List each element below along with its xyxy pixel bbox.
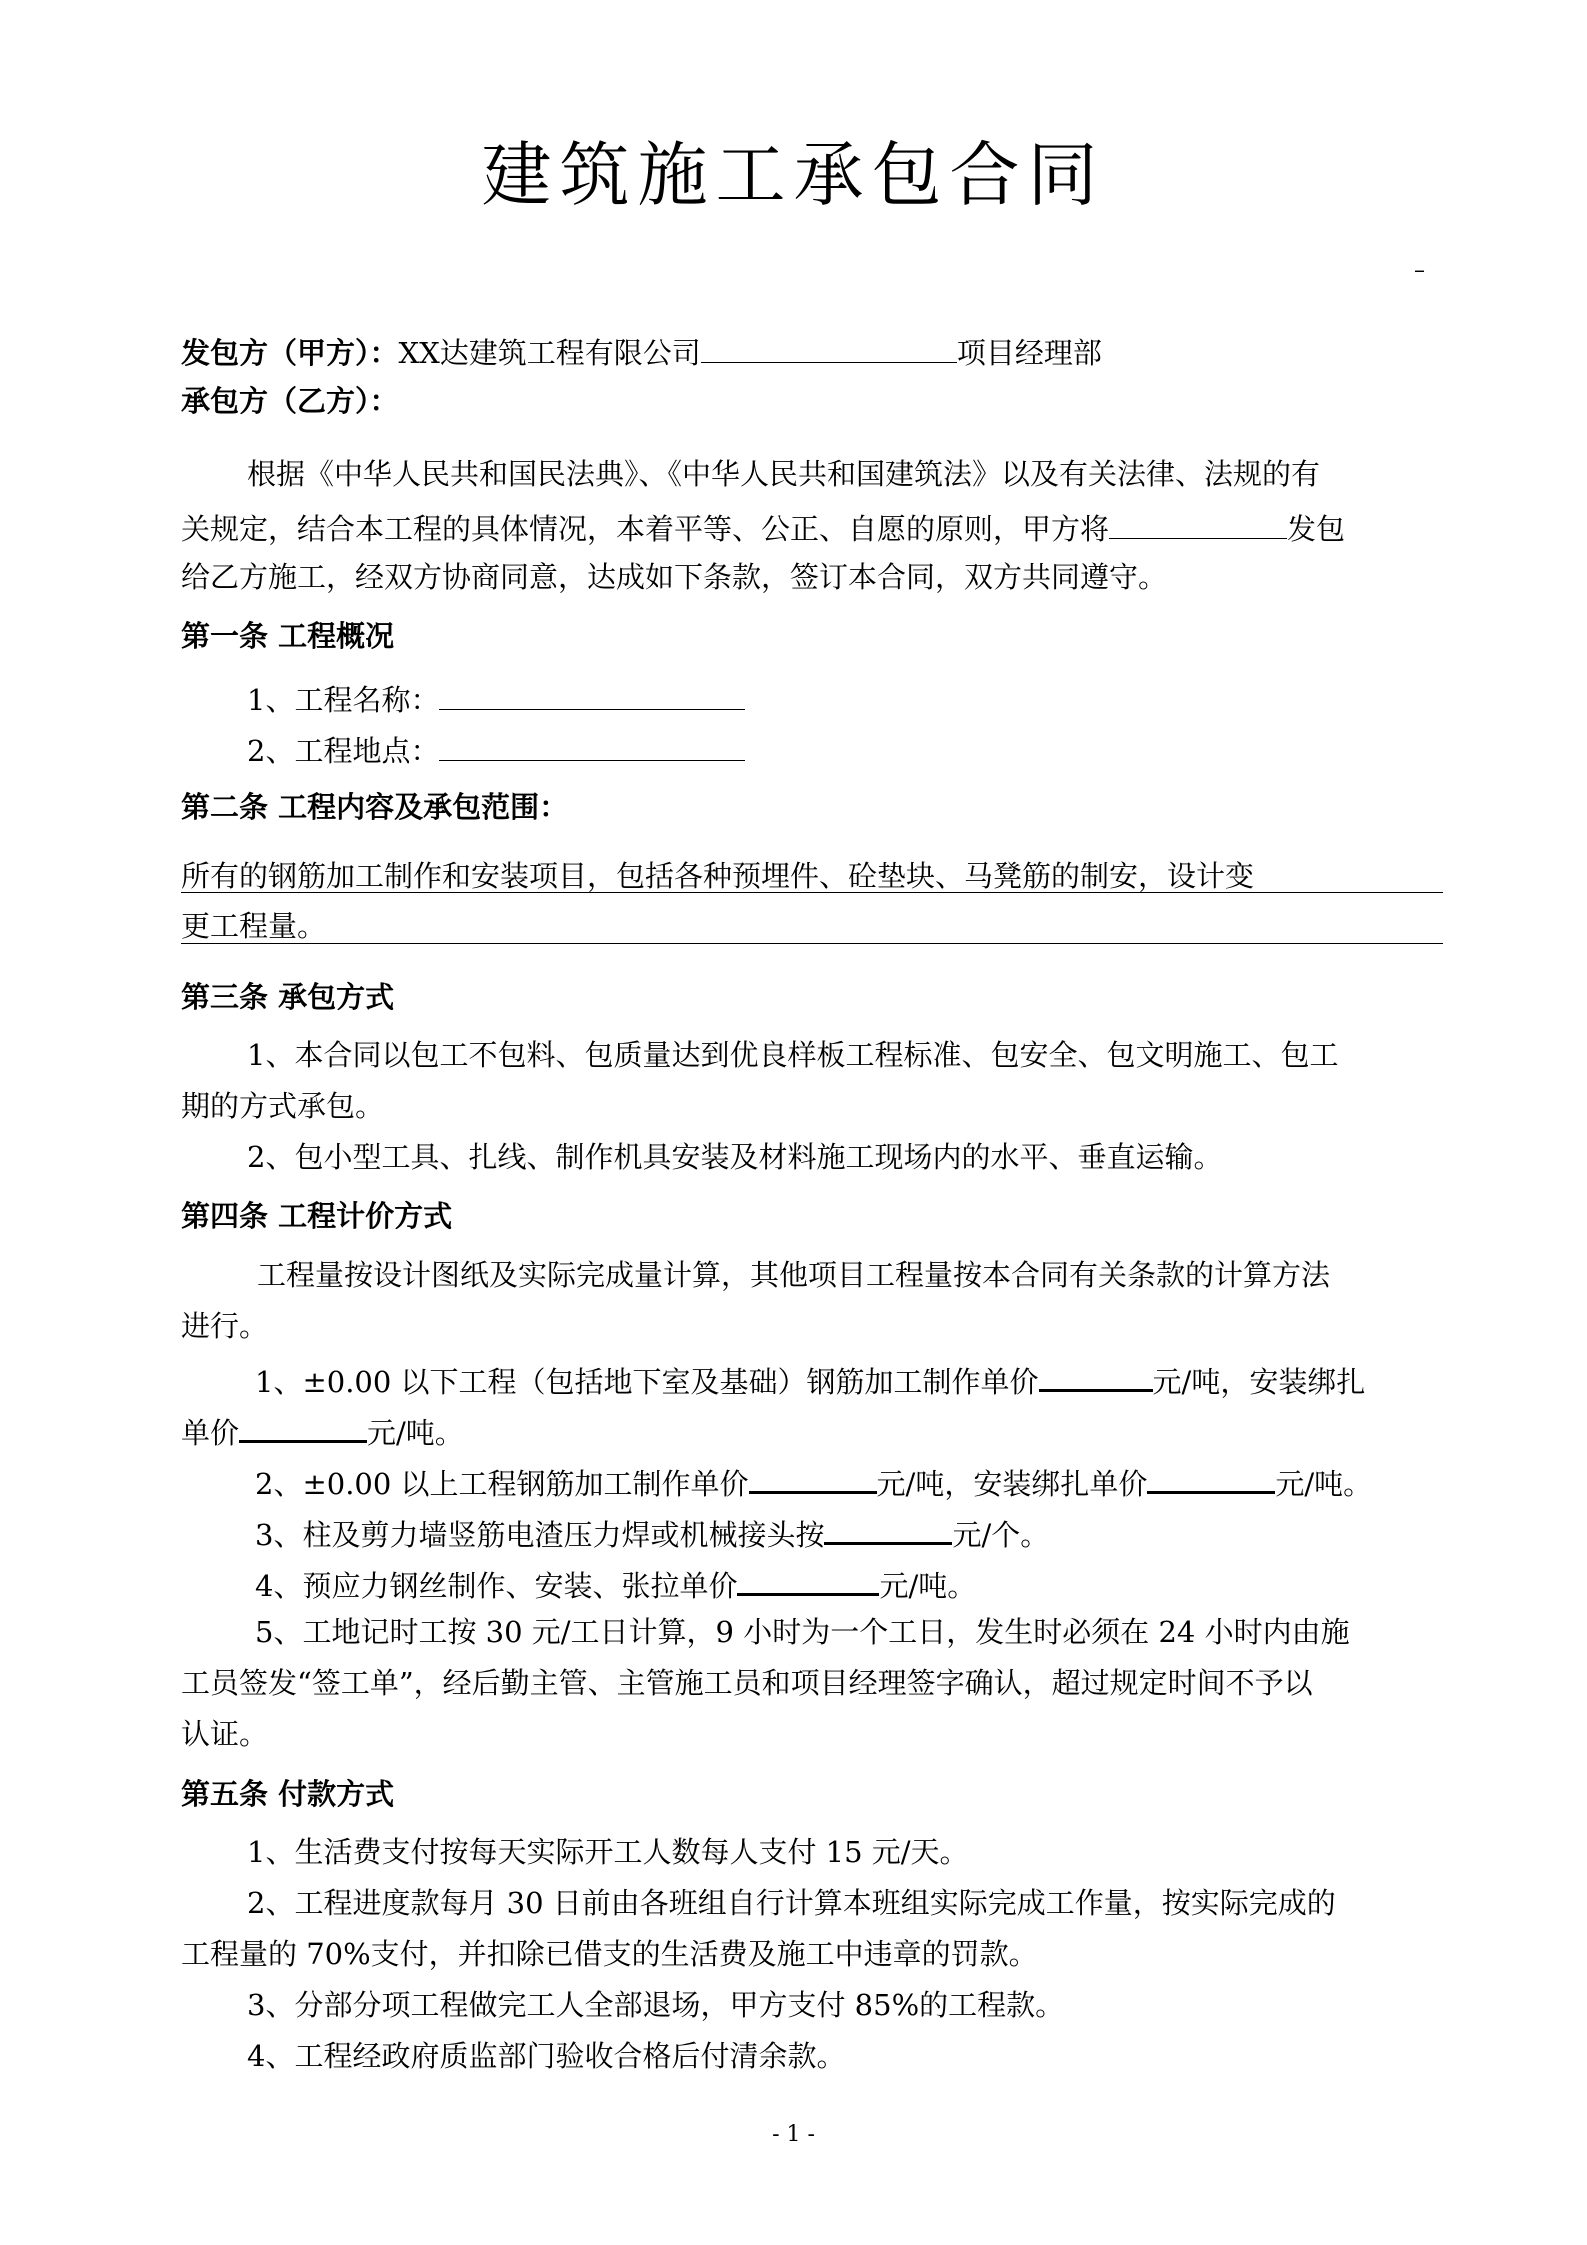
article-2-underline-2 — [181, 943, 1443, 944]
page-number: - 1 - — [772, 2122, 815, 2147]
item-1-text: 1、±0.00 以下工程（包括地下室及基础）钢筋加工制作单价 — [255, 1365, 1039, 1399]
item-1-binding-label: 单价 — [181, 1416, 240, 1450]
intro-line-1: 根据《中华人民共和国民法典》、《中华人民共和国建筑法》以及有关法律、法规的有 — [247, 457, 1321, 491]
item-1-binding-unit: 元/吨。 — [367, 1416, 464, 1450]
party-b-label: 承包方（乙方）： — [181, 384, 399, 418]
party-a-value: XX达建筑工程有限公司 — [398, 336, 701, 370]
article-1-heading: 第一条 工程概况 — [181, 619, 395, 653]
project-name-label: 1、工程名称： — [247, 683, 440, 717]
item-2-text: 2、±0.00 以上工程钢筋加工制作单价 — [255, 1467, 749, 1501]
article-5-item-1: 1、生活费支付按每天实际开工人数每人支付 15 元/天。 — [247, 1835, 969, 1869]
article-5-item-3: 3、分部分项工程做完工人全部退场，甲方支付 85%的工程款。 — [247, 1988, 1065, 2022]
intro-line-2 — [181, 512, 1345, 544]
below-zero-binding-price-blank — [239, 1414, 367, 1443]
item-1-unit: 元/吨，安装绑扎 — [1152, 1365, 1366, 1399]
article-2-heading: 第二条 工程内容及承包范围： — [181, 790, 569, 824]
intro-project-blank — [1109, 512, 1287, 539]
item-3-unit: 元/个。 — [952, 1518, 1050, 1552]
article-4-intro-line-1: 工程量按设计图纸及实际完成量计算，其他项目工程量按本合同有关条款的计算方法 — [257, 1258, 1331, 1292]
article-4-item-5-line-1: 5、工地记时工按 30 元/工日计算，9 小时为一个工日，发生时必须在 24 小时内由施 — [255, 1615, 1350, 1649]
article-4-item-4 — [255, 1567, 976, 1601]
article-4-item-1-line-2 — [181, 1414, 464, 1448]
article-2-line-2: 更工程量。 — [181, 909, 327, 943]
project-location-label: 2、工程地点： — [247, 734, 440, 768]
article-5-item-2-line-1: 2、工程进度款每月 30 日前由各班组自行计算本班组实际完成工作量，按实际完成的 — [247, 1886, 1336, 1920]
article-4-item-2 — [255, 1465, 1372, 1499]
article-3-heading: 第三条 承包方式 — [181, 980, 395, 1014]
prestressed-price-blank — [737, 1567, 879, 1596]
project-name-blank — [439, 683, 745, 710]
item-2-binding-unit: 元/吨。 — [1275, 1467, 1373, 1501]
article-2-underline-1 — [181, 892, 1443, 893]
project-location-blank — [439, 734, 745, 761]
party-a-blank — [701, 336, 957, 363]
item-2-unit: 元/吨，安装绑扎单价 — [876, 1467, 1148, 1501]
article-5-item-2-line-2: 工程量的 70%支付，并扣除已借支的生活费及施工中违章的罚款。 — [181, 1937, 1038, 1971]
article-4-item-3 — [255, 1516, 1049, 1550]
article-3-item-1-line-1: 1、本合同以包工不包料、包质量达到优良样板工程标准、包安全、包文明施工、包工 — [247, 1038, 1339, 1072]
item-3-text: 3、柱及剪力墙竖筋电渣压力焊或机械接头按 — [255, 1518, 825, 1552]
article-5-item-4: 4、工程经政府质监部门验收合格后付清余款。 — [247, 2039, 846, 2073]
article-2-line-1: 所有的钢筋加工制作和安装项目，包括各种预埋件、砼垫块、马凳筋的制安，设计变 — [181, 859, 1255, 893]
article-5-heading: 第五条 付款方式 — [181, 1777, 395, 1811]
intro-line-3: 给乙方施工，经双方协商同意，达成如下条款，签订本合同，双方共同遵守。 — [181, 560, 1168, 594]
joint-price-blank — [824, 1516, 952, 1545]
below-zero-fabrication-price-blank — [1039, 1363, 1153, 1392]
party-a-label: 发包方（甲方）： — [181, 336, 399, 370]
intro-line-2-text: 关规定，结合本工程的具体情况，本着平等、公正、自愿的原则，甲方将 — [181, 512, 1110, 546]
article-4-heading: 第四条 工程计价方式 — [181, 1199, 453, 1233]
item-4-text: 4、预应力钢丝制作、安装、张拉单价 — [255, 1569, 738, 1603]
party-a-suffix: 项目经理部 — [956, 336, 1102, 370]
article-4-intro-line-2: 进行。 — [181, 1309, 269, 1343]
article-1-item-2 — [247, 734, 745, 766]
intro-line-2-suffix: 发包 — [1287, 512, 1346, 546]
article-4-item-5-line-2: 工员签发“签工单”，经后勤主管、主管施工员和项目经理签字确认，超过规定时间不予以 — [181, 1666, 1313, 1700]
above-zero-binding-price-blank — [1147, 1465, 1275, 1494]
article-3-item-1-line-2: 期的方式承包。 — [181, 1089, 385, 1123]
article-4-item-5-line-3: 认证。 — [181, 1717, 269, 1751]
article-3-item-2: 2、包小型工具、扎线、制作机具安装及材料施工现场内的水平、垂直运输。 — [247, 1140, 1223, 1174]
article-1-item-1 — [247, 683, 745, 715]
article-4-item-1-line-1 — [255, 1363, 1365, 1397]
item-4-unit: 元/吨。 — [879, 1569, 977, 1603]
party-a-line — [181, 336, 1102, 368]
document-title: 建筑施工承包合同 — [481, 134, 1106, 216]
corner-mark: – — [1414, 258, 1425, 283]
above-zero-fabrication-price-blank — [749, 1465, 877, 1494]
